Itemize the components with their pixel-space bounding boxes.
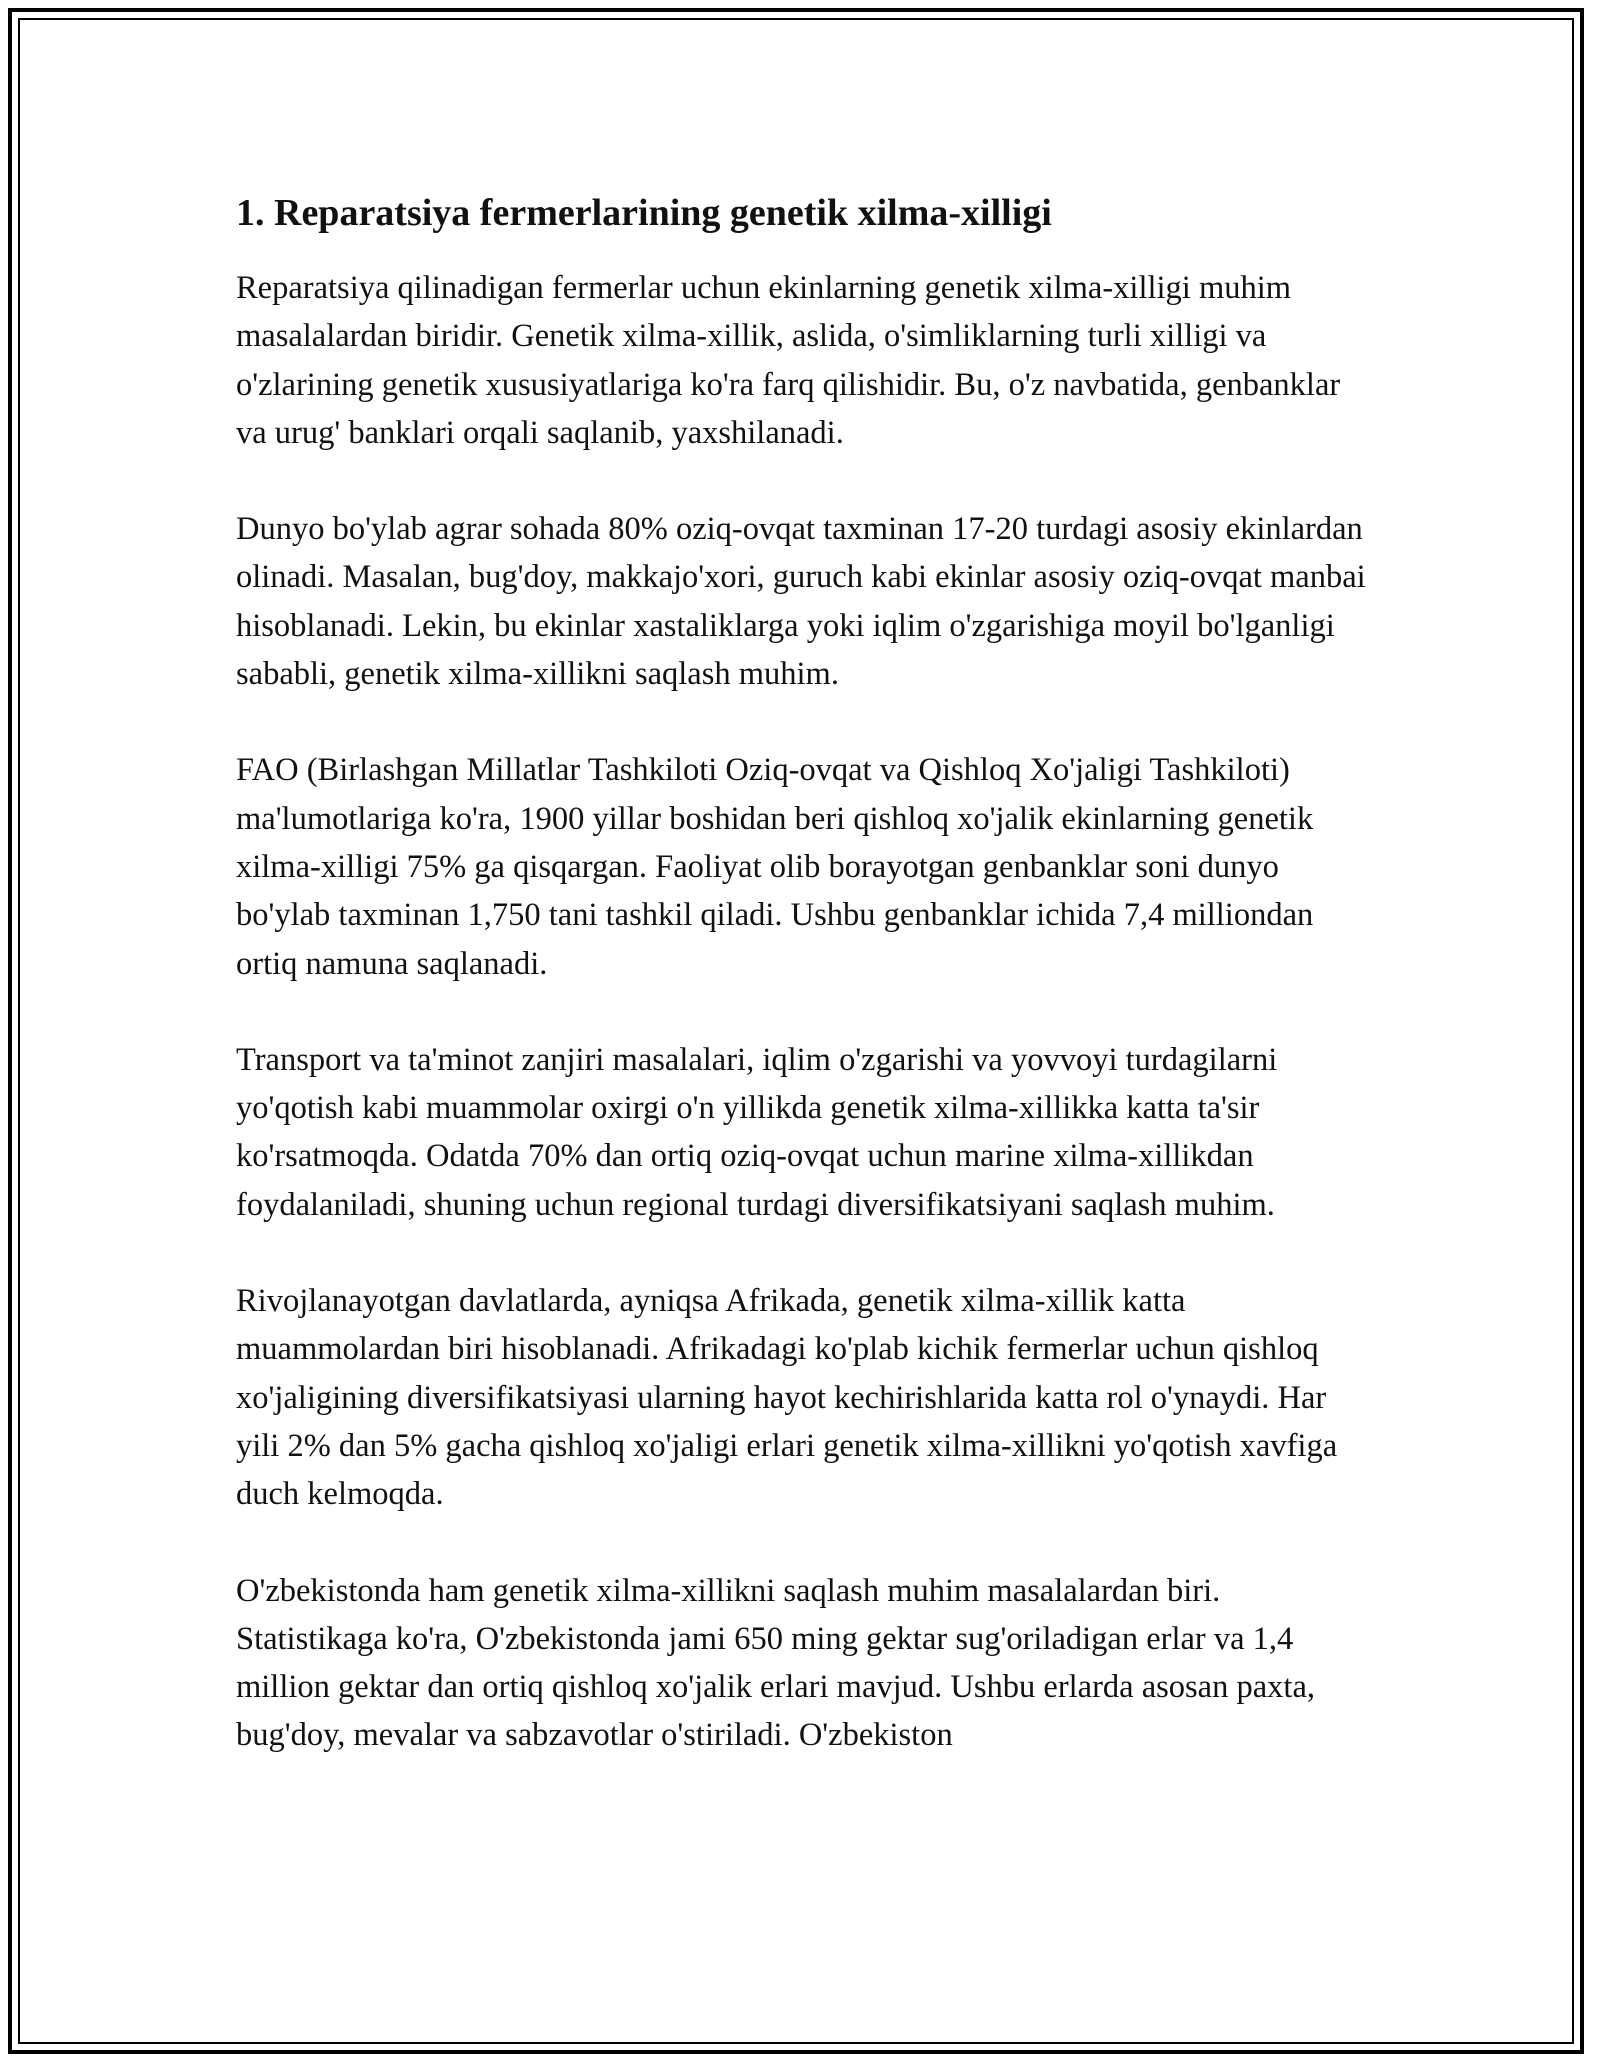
document-body bbox=[236, 180, 1376, 1808]
section-heading: 1. Reparatsiya fermerlarining genetik xilma-xilligi bbox=[236, 192, 1052, 234]
paragraph: Rivojlanayotgan davlatlarda, ayniqsa Afrikada, genetik xilma-xillik katta muammolardan biri hisoblanadi. Afrikadagi ko'plab kichik fermerlar uchun qishloq xo'jaligining diversifikatsiyasi ularning hayot kechirishlarida katta rol o'ynaydi. Har yili 2% dan 5% gacha qishloq xo'jaligi erlari genetik xilma-xillikni yo'qotish xavfiga duch kelmoqda. bbox=[236, 1283, 1338, 1513]
paragraph: FAO (Birlashgan Millatlar Tashkiloti Oziq-ovqat va Qishloq Xo'jaligi Tashkiloti) ma'lumotlariga ko'ra, 1900 yillar boshidan beri qishloq xo'jalik ekinlarning genetik xilma-xilligi 75% ga qisqargan. Faoliyat olib borayotgan genbanklar soni dunyo bo'ylab taxminan 1,750 tani tashkil qiladi. Ushbu genbanklar ichida 7,4 milliondan ortiq namuna saqlanadi. bbox=[236, 752, 1314, 982]
paragraph: O'zbekistonda ham genetik xilma-xillikni saqlash muhim masalalardan biri. Statistikaga ko'ra, O'zbekistonda jami 650 ming gektar sug'oriladigan erlar va 1,4 million gektar dan ortiq qishloq xo'jalik erlari mavjud. Ushbu erlarda asosan paxta, bug'doy, mevalar va sabzavotlar o'stiriladi. O'zbekiston bbox=[236, 1572, 1315, 1754]
paragraph: Dunyo bo'ylab agrar sohada 80% oziq-ovqat taxminan 17-20 turdagi asosiy ekinlardan olinadi. Masalan, bug'doy, makkajo'xori, guruch kabi ekinlar asosiy oziq-ovqat manbai hisoblanadi. Lekin, bu ekinlar xastaliklarga yoki iqlim o'zgarishiga moyil bo'lganligi sababli, genetik xilma-xillikni saqlash muhim. bbox=[236, 511, 1366, 693]
paragraph: Reparatsiya qilinadigan fermerlar uchun ekinlarning genetik xilma-xilligi muhim masalalardan biridir. Genetik xilma-xillik, aslida, o'simliklarning turli xilligi va o'zlarining genetik xususiyatlariga ko'ra farq qilishidir. Bu, o'z navbatida, genbanklar va urug' banklari orqali saqlanib, yaxshilanadi. bbox=[236, 270, 1341, 451]
paragraph: Transport va ta'minot zanjiri masalalari, iqlim o'zgarishi va yovvoyi turdagilarni yo'qotish kabi muammolar oxirgi o'n yillikda genetik xilma-xillikka katta ta'sir ko'rsatmoqda. Odatda 70% dan ortiq oziq-ovqat uchun marine xilma-xillikdan foydalaniladi, shuning uchun regional turdagi diversifikatsiyani saqlash muhim. bbox=[236, 1041, 1278, 1223]
